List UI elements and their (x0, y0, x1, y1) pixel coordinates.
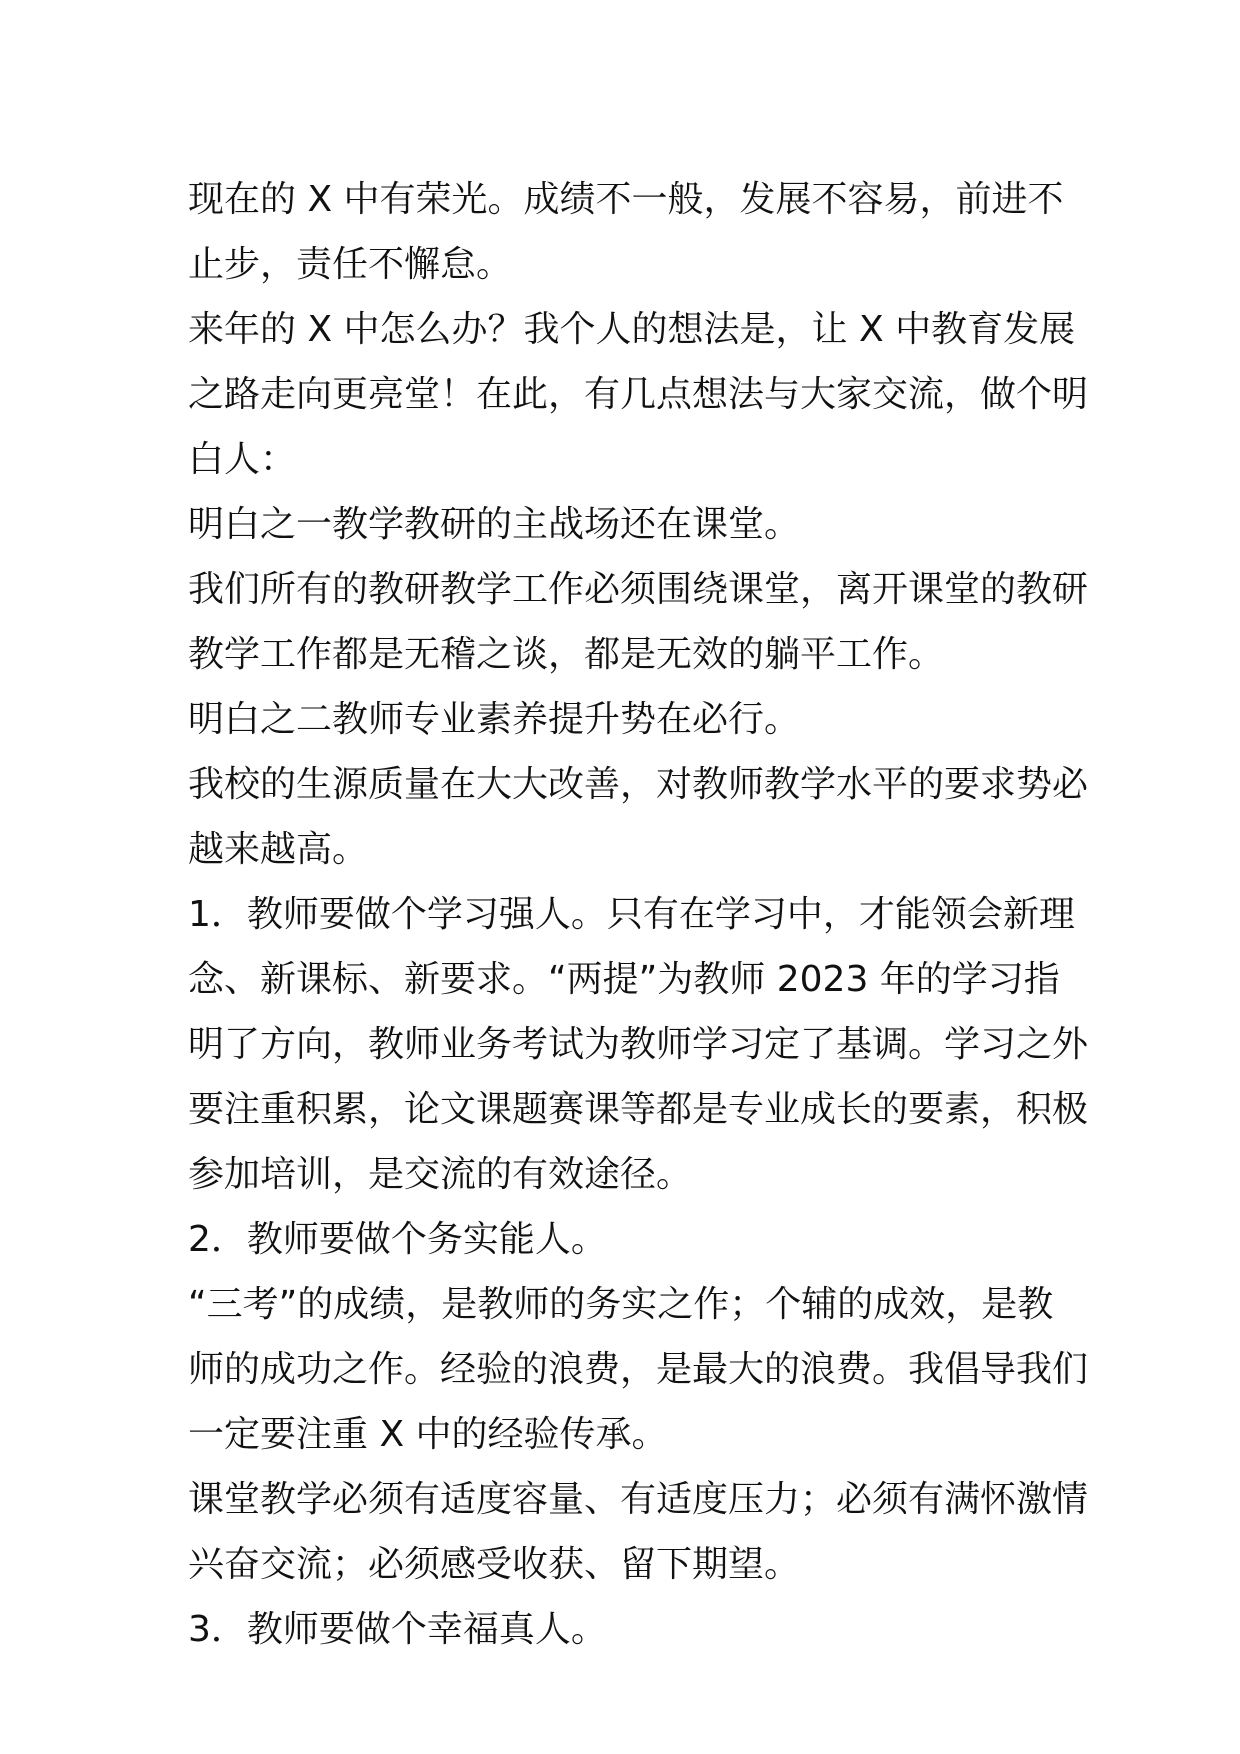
heading-understanding-1: 明白之一教学教研的主战场还在课堂。 (188, 504, 801, 545)
paragraph-student-quality: 我校的生源质量在大大改善，对教师教学水平的要求势必越来越高。 (188, 764, 1089, 870)
paragraph-next-year: 来年的 X 中怎么办？我个人的想法是，让 X 中教育发展之路走向更亮堂！在此，有几点想法与大家交流，做个明白人： (188, 309, 1089, 480)
paragraph-classroom: 我们所有的教研教学工作必须围绕课堂，离开课堂的教研教学工作都是无稽之谈，都是无效的躺平工作。 (188, 569, 1089, 675)
list-item-practical: 2．教师要做个务实能人。 (188, 1219, 607, 1260)
list-item-happy: 3．教师要做个幸福真人。 (188, 1609, 607, 1650)
paragraph-three-exams: “三考”的成绩，是教师的务实之作；个辅的成效，是教师的成功之作。经验的浪费，是最大的浪费。我倡导我们一定要注重 X 中的经验传承。 (188, 1284, 1089, 1455)
list-item-learning: 1．教师要做个学习强人。只有在学习中，才能领会新理念、新课标、新要求。“两提”为教师 2023 年的学习指明了方向，教师业务考试为教师学习定了基调。学习之外要注重积累，论文课题赛课等都是专业成长的要素，积极参加培训，是交流的有效途径。 (188, 894, 1089, 1195)
paragraph-x-glory: 现在的 X 中有荣光。成绩不一般，发展不容易，前进不止步，责任不懈怠。 (188, 179, 1064, 285)
document-page (188, 167, 1088, 1662)
paragraph-classroom-teaching: 课堂教学必须有适度容量、有适度压力；必须有满怀激情兴奋交流；必须感受收获、留下期望。 (188, 1479, 1089, 1585)
heading-understanding-2: 明白之二教师专业素养提升势在必行。 (188, 699, 801, 740)
